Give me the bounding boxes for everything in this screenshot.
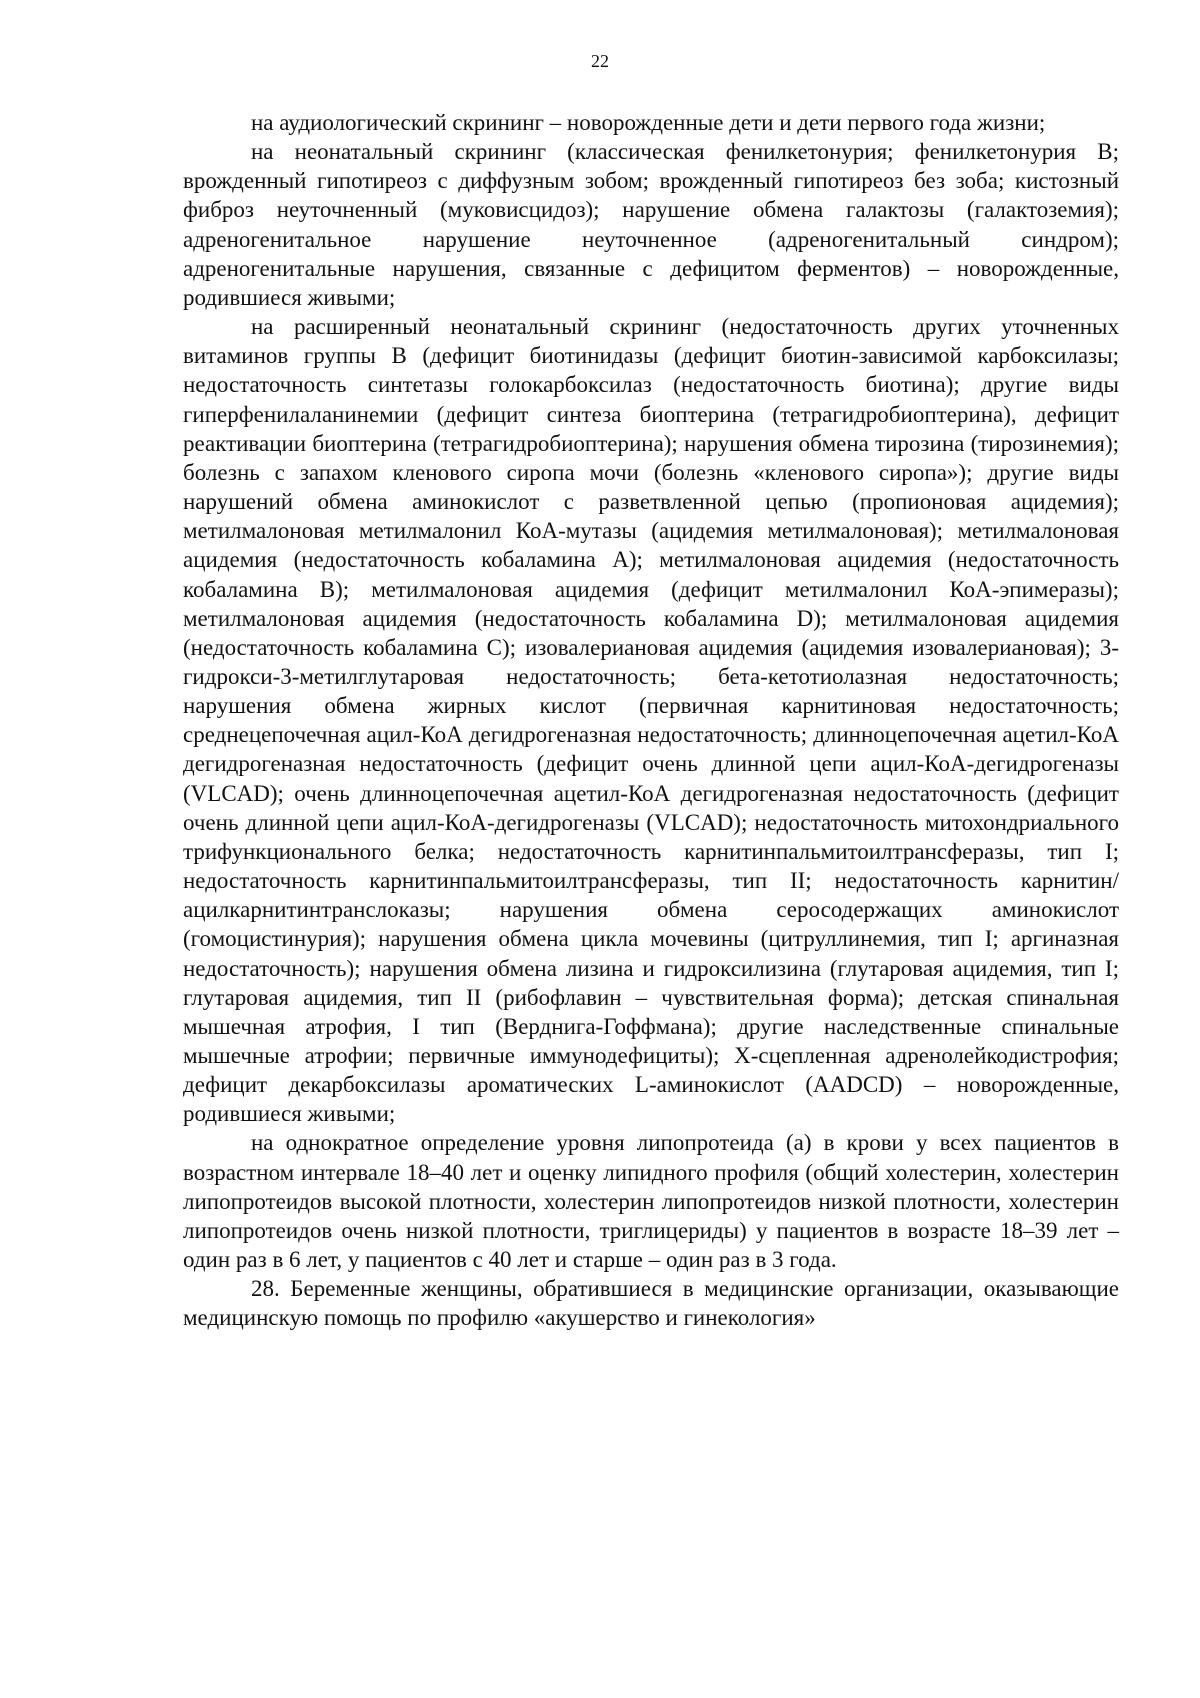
page-number: 22 (591, 51, 609, 71)
paragraph-audiology-screening: на аудиологический скрининг – новорожденные дети и дети первого года жизни; (251, 110, 1046, 135)
item-28-text: Беременные женщины, обратившиеся в медицинские организации, оказывающие медицинскую помощь по профилю «акушерство и гинекология» (183, 1276, 1120, 1331)
paragraph-extended-neonatal-screening: на расширенный неонатальный скрининг (недостаточность других уточненных витаминов группы B (дефицит биотинидазы (дефицит биотин-зависимой карбоксилазы; недостаточность синтетазы голокарбоксилаз (недостаточность биотина); другие виды гиперфенилаланинемии (дефицит синтеза биоптерина (тетрагидробиоптерина), дефицит реактивации биоптерина (тетрагидробиоптерина); нарушения обмена тирозина (тирозинемия); болезнь с запахом кленового сиропа мочи (болезнь «кленового сиропа»); другие виды нарушений обмена аминокислот с разветвленной цепью (пропионовая ацидемия); метилмалоновая метилмалонил КоА-мутазы (ацидемия метилмалоновая); метилмалоновая ацидемия (недостаточность кобаламина A); метилмалоновая ацидемия (недостаточность кобаламина B); метилмалоновая ацидемия (дефицит метилмалонил КоА-эпимеразы); метилмалоновая ацидемия (недостаточность кобаламина D); метилмалоновая ацидемия (недостаточность кобаламина C); изовалериановая ацидемия (ацидемия изовалериановая); 3-гидрокси-3-метилглутаровая недостаточность; бета-кетотиолазная недостаточность; нарушения обмена жирных кислот (первичная карнитиновая недостаточность; среднецепочечная ацил-КоА дегидрогеназная недостаточность; длинноцепочечная ацетил-КоА дегидрогеназная недостаточность (дефицит очень длинной цепи ацил-КоА-дегидрогеназы (VLCAD); очень длинноцепочечная ацетил-КоА дегидрогеназная недостаточность (дефицит очень длинной цепи ацил-КоА-дегидрогеназы (VLCAD); недостаточность митохондриального трифункционального белка; недостаточность карнитинпальмитоилтрансферазы, тип I; недостаточность карнитинпальмитоилтрансферазы, тип II; недостаточность карнитин/ацилкарнитинтранслоказы; нарушения обмена серосодержащих аминокислот (гомоцистинурия); нарушения обмена цикла мочевины (цитруллинемия, тип I; аргиназная недостаточность); нарушения обмена лизина и гидроксилизина (глутаровая ацидемия, тип I; глутаровая ацидемия, тип II (рибофлавин – чувствительная форма); детская спинальная мышечная атрофия, I тип (Верднига-Гоффмана); другие наследственные спинальные мышечные атрофии; первичные иммунодефициты); X-сцепленная адренолейкодистрофия; дефицит декарбоксилазы ароматических L-аминокислот (AADCD) – новорожденные, родившиеся живыми; (183, 314, 1119, 1127)
item-number: 28. (251, 1276, 280, 1302)
document-body (183, 108, 1119, 1333)
paragraph-lipoprotein-screening: на однократное определение уровня липопротеида (а) в крови у всех пациентов в возрастном интервале 18–40 лет и оценку липидного профиля (общий холестерин, холестерин липопротеидов высокой плотности, холестерин липопротеидов низкой плотности, холестерин липопротеидов очень низкой плотности, триглицериды) у пациентов в возрасте 18–39 лет – один раз в 6 лет, у пациентов с 40 лет и старше – один раз в 3 года. (183, 1130, 1119, 1273)
paragraph-item-28 (183, 1274, 1119, 1332)
paragraph-neonatal-screening: на неонатальный скрининг (классическая фенилкетонурия; фенилкетонурия B; врожденный гипотиреоз с диффузным зобом; врожденный гипотиреоз без зоба; кистозный фиброз неуточненный (муковисцидоз); нарушение обмена галактозы (галактоземия); адреногенитальное нарушение неуточненное (адреногенитальный синдром); адреногенитальные нарушения, связанные с дефицитом ферментов) – новорожденные, родившиеся живыми; (183, 139, 1119, 310)
